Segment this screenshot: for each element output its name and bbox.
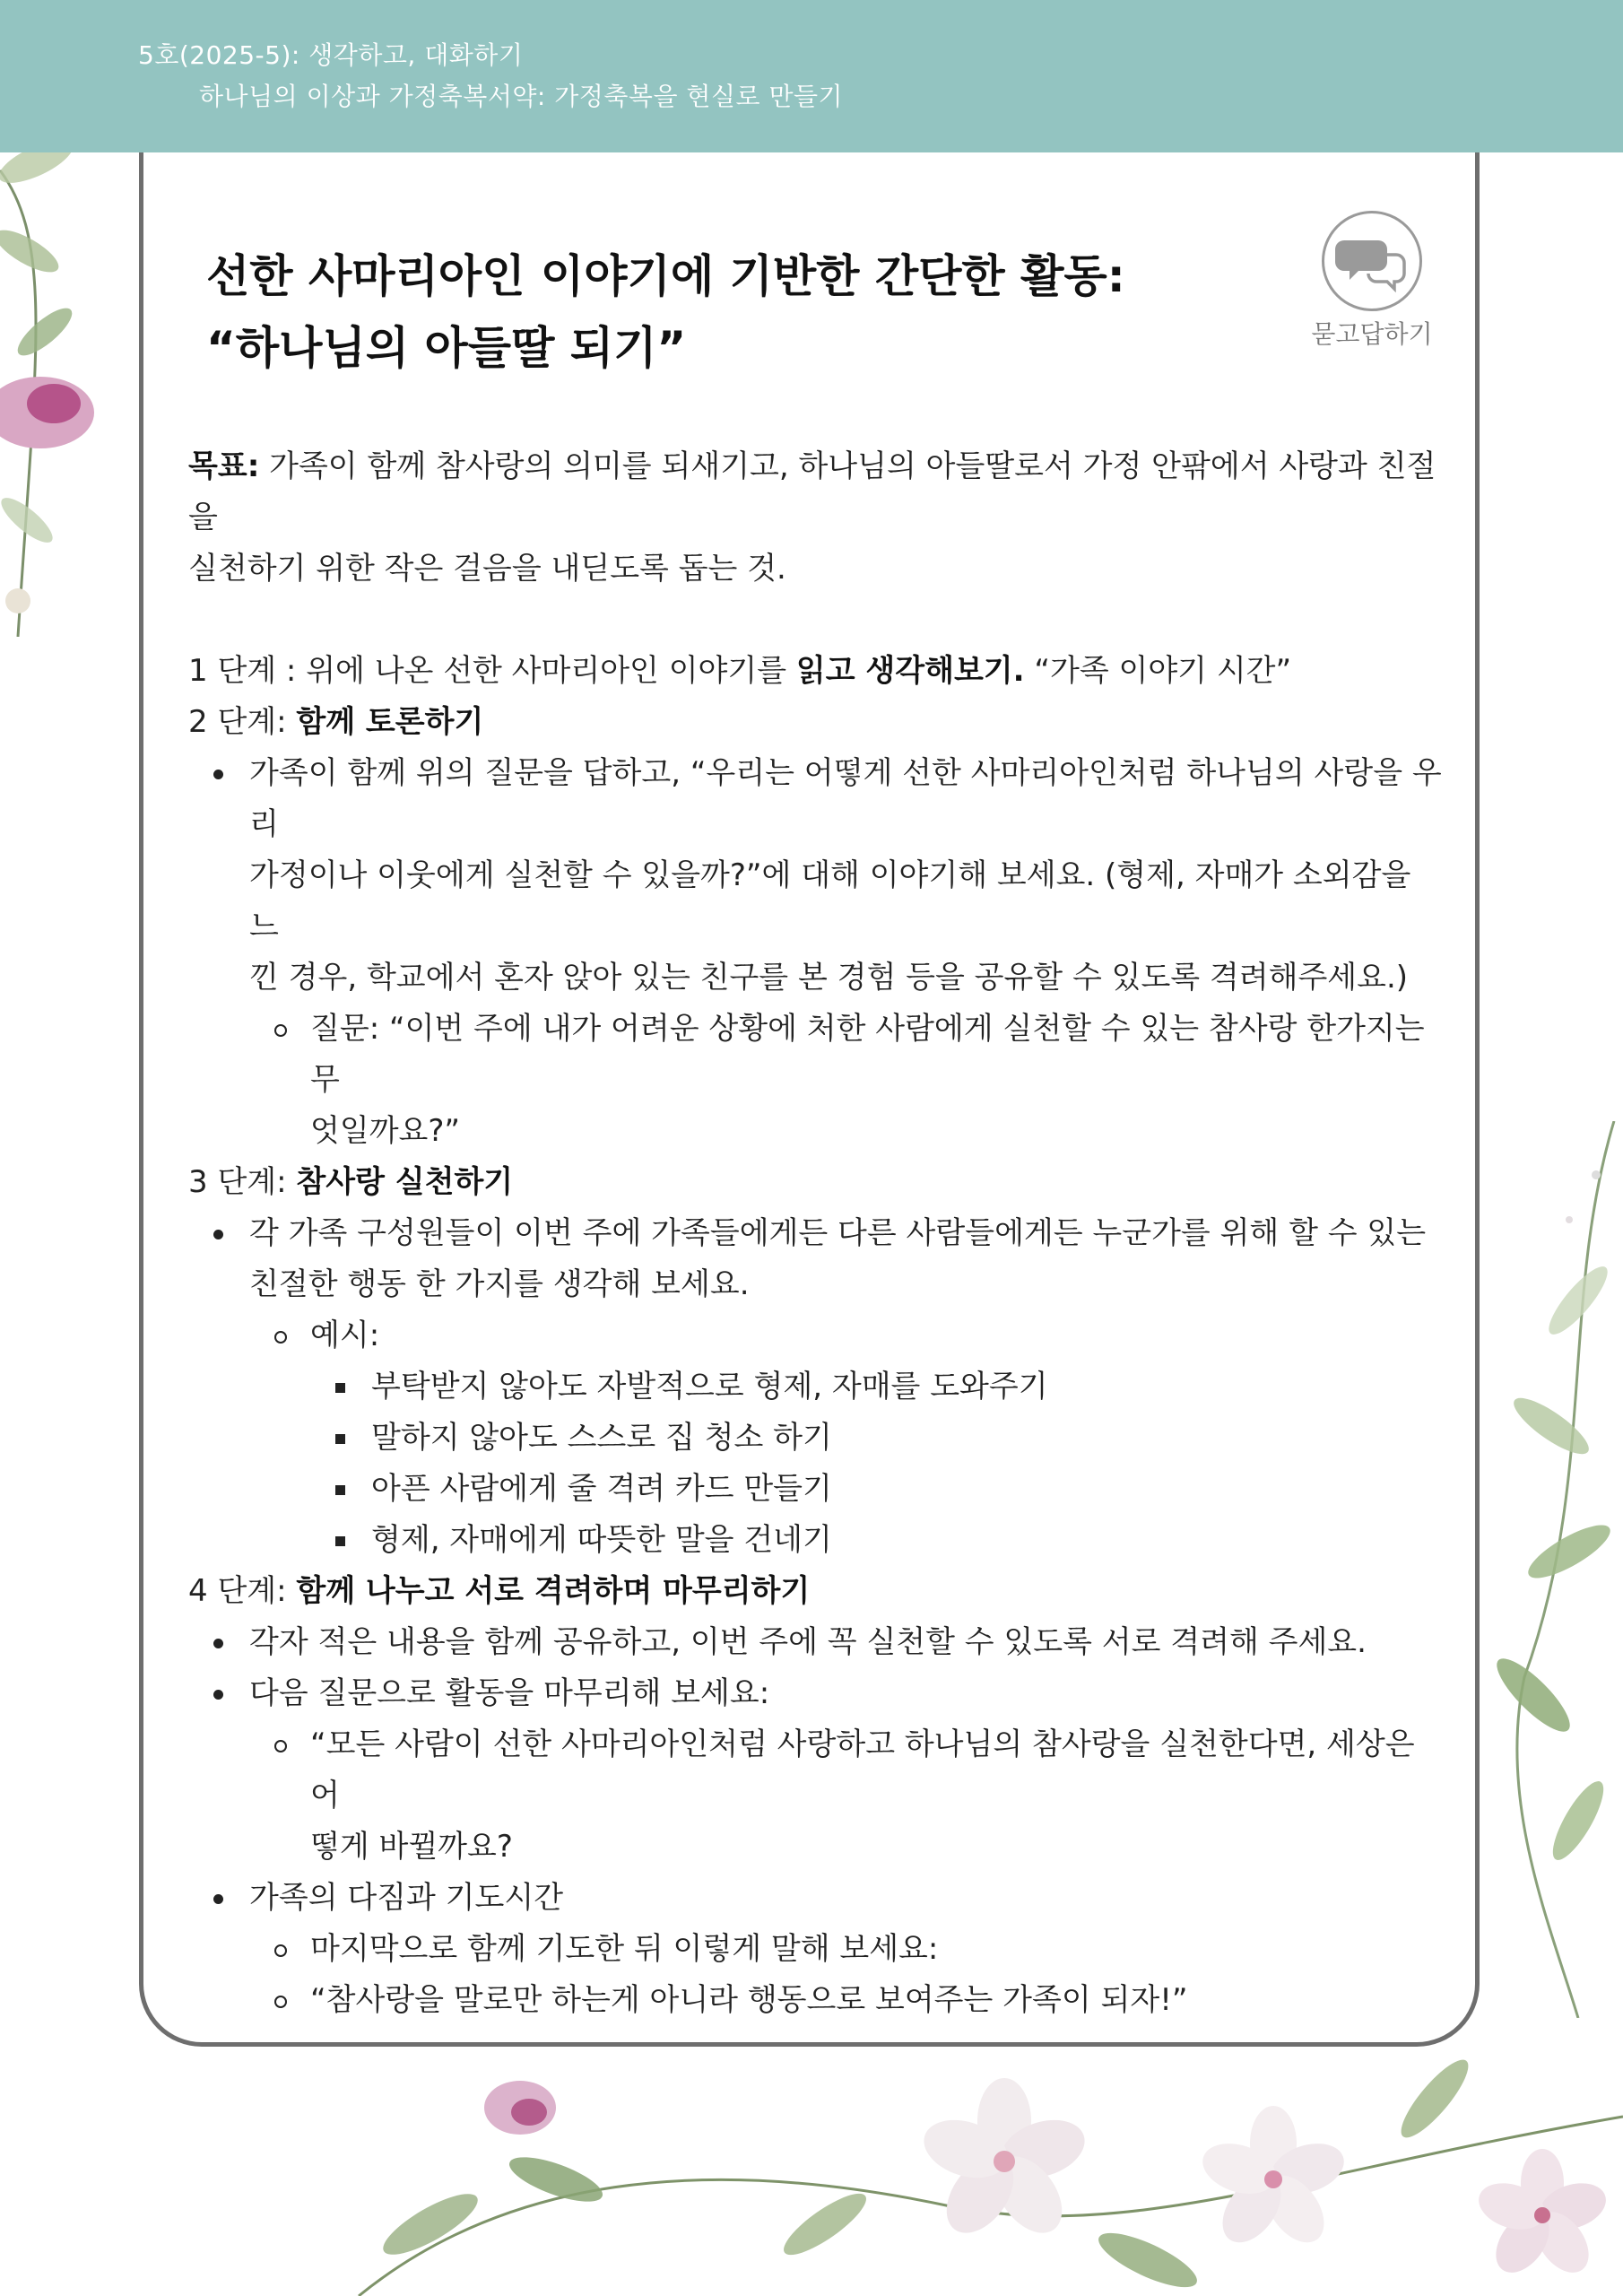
bullet-icon <box>213 1639 223 1648</box>
list-item: “참사랑을 말로만 하는게 아니라 행동으로 보여주는 가족이 되자!” <box>188 1975 1444 2026</box>
list-item: “모든 사람이 선한 사마리아인처럼 사랑하고 하나님의 참사랑을 실천한다면, 세상은 어 떻게 바뀔까요? <box>188 1719 1444 1873</box>
circle-bullet-icon <box>274 1944 287 1957</box>
floral-branch-illustration-top-left <box>0 135 143 637</box>
floral-blossom-illustration-bottom <box>323 2045 1623 2296</box>
bullet-icon <box>213 1230 223 1239</box>
step-4-heading: 4 단계: 함께 나누고 서로 격려하며 마무리하기 <box>188 1573 811 1609</box>
step-3-heading: 3 단계: 참사랑 실천하기 <box>188 1164 514 1200</box>
circle-bullet-icon <box>274 1024 287 1037</box>
title-line-1: 선한 사마리아인 이야기에 기반한 간단한 활동: <box>206 250 1125 302</box>
goal-line-1: 목표: 가족이 함께 참사랑의 의미를 되새기고, 하나님의 아들딸로서 가정 안팎에서 사랑과 친절을 <box>188 448 1436 535</box>
square-bullet-icon <box>335 1485 345 1495</box>
circle-bullet-icon <box>274 1996 287 2008</box>
list-item: 말하지 않아도 스스로 집 청소 하기 <box>188 1413 1444 1464</box>
bullet-icon <box>213 1690 223 1700</box>
header-band <box>0 0 1623 152</box>
step-2-heading: 2 단계: 함께 토론하기 <box>188 704 484 740</box>
circle-bullet-icon <box>274 1740 287 1752</box>
list-item: 가족이 함께 위의 질문을 답하고, “우리는 어떻게 선한 사마리아인처럼 하나님의 사랑을 우리 가정이나 이웃에게 실천할 수 있을까?”에 대해 이야기해 보세요. (형제, 자매가 소외감을 느 낀 경우, 학교에서 혼자 앉아 있는 친구를 본 경험 등을 공유할 수 있도록 격려해주세요.) <box>188 748 1444 1004</box>
list-item: 각자 적은 내용을 함께 공유하고, 이번 주에 꼭 실천할 수 있도록 서로 격려해 주세요. <box>188 1617 1444 1668</box>
circle-bullet-icon <box>274 1331 287 1344</box>
bullet-icon <box>213 770 223 779</box>
bullet-icon <box>213 1894 223 1904</box>
list-item: 질문: “이번 주에 내가 어려운 상황에 처한 사람에게 실천할 수 있는 참사랑 한가지는 무 엇일까요?” <box>188 1004 1444 1157</box>
issue-line: 5호(2025-5): 생각하고, 대화하기 <box>138 40 524 70</box>
square-bullet-icon <box>335 1434 345 1444</box>
activity-title <box>206 240 1125 384</box>
activity-body <box>188 441 1444 2026</box>
goal-line-2: 실천하기 위한 작은 걸음을 내딛도록 돕는 것. <box>188 551 786 587</box>
leafy-vine-illustration <box>1471 1121 1623 2018</box>
square-bullet-icon <box>335 1536 345 1546</box>
list-item: 마지막으로 함께 기도한 뒤 이렇게 말해 보세요: <box>188 1924 1444 1975</box>
list-item: 아픈 사람에게 줄 격려 카드 만들기 <box>188 1464 1444 1515</box>
step-1: 1 단계 : 위에 나온 선한 사마리아인 이야기를 읽고 생각해보기. “가족 이야기 시간” <box>188 653 1292 689</box>
list-item: 형제, 자매에게 따뜻한 말을 건네기 <box>188 1515 1444 1566</box>
list-item: 다음 질문으로 활동을 마무리해 보세요: <box>188 1668 1444 1719</box>
series-title: 하나님의 이상과 가정축복서약: 가정축복을 현실로 만들기 <box>199 82 844 111</box>
list-item: 각 가족 구성원들이 이번 주에 가족들에게든 다른 사람들에게든 누군가를 위해 할 수 있는 친절한 행동 한 가지를 생각해 보세요. <box>188 1208 1444 1310</box>
content-card <box>139 108 1480 2047</box>
list-item: 예시: <box>188 1310 1444 1361</box>
qa-badge-label: 묻고답하기 <box>1311 319 1433 349</box>
title-line-2: “하나님의 아들딸 되기” <box>206 322 687 374</box>
square-bullet-icon <box>335 1383 345 1393</box>
speech-bubbles-icon <box>1322 211 1422 311</box>
goal-label: 목표: <box>188 448 260 484</box>
list-item: 가족의 다짐과 기도시간 <box>188 1873 1444 1924</box>
list-item: 부탁받지 않아도 자발적으로 형제, 자매를 도와주기 <box>188 1361 1444 1413</box>
qa-badge <box>1309 211 1435 351</box>
